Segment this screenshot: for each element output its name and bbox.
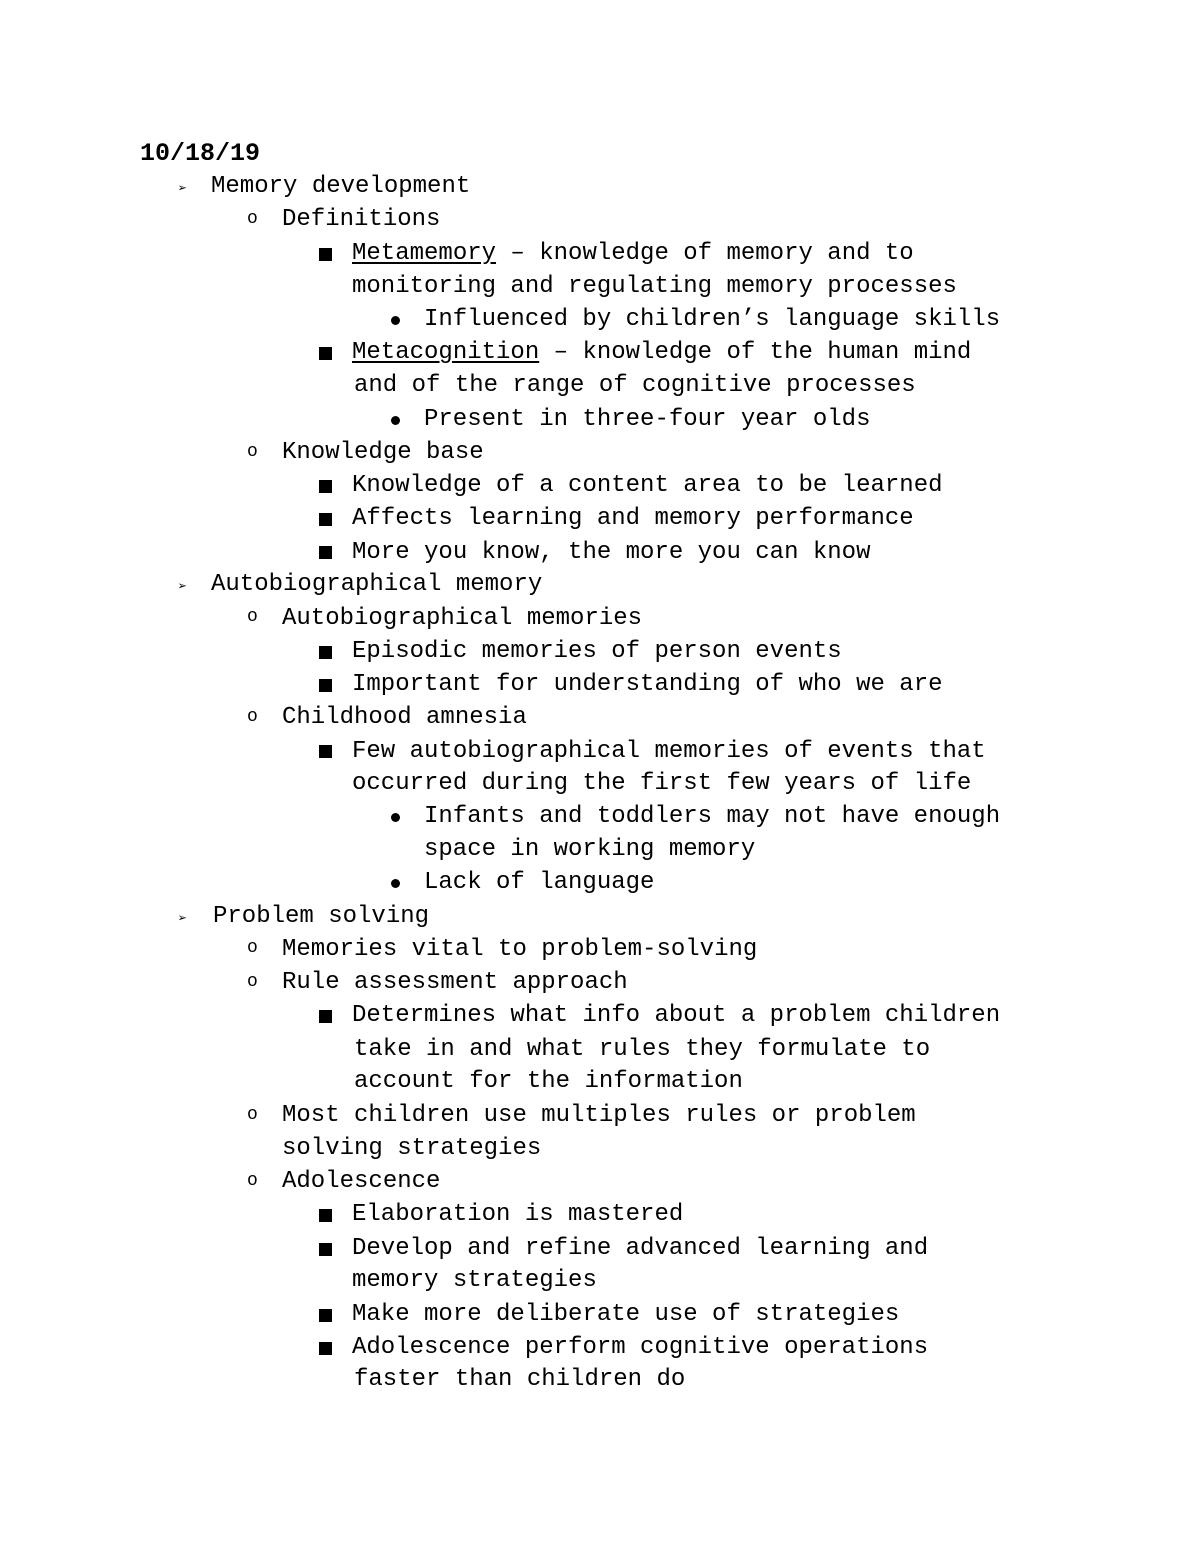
problem-solving-point: Most children use multiples rules or problem [282, 1102, 916, 1129]
item-metamemory [352, 239, 914, 269]
adolescence-item: Adolescence perform cognitive operations [352, 1334, 929, 1361]
circle-bullet-icon: o [247, 442, 258, 462]
adolescence-item: Make more deliberate use of strategies [352, 1301, 900, 1328]
circle-bullet-icon: o [247, 972, 258, 992]
circle-bullet-icon: o [247, 938, 258, 958]
square-bullet-icon [319, 248, 332, 261]
square-bullet-icon [319, 679, 332, 692]
metamemory-definition-cont: monitoring and regulating memory processes [352, 273, 957, 300]
section-heading-problem-solving: Problem solving [213, 903, 430, 930]
subheading-definitions: Definitions [282, 206, 441, 233]
square-bullet-icon [319, 1342, 332, 1355]
problem-solving-point-cont: solving strategies [282, 1135, 542, 1162]
problem-solving-point: Memories vital to problem-solving [282, 936, 758, 963]
subheading-adolescence: Adolescence [282, 1168, 441, 1195]
square-bullet-icon [319, 646, 332, 659]
dot-bullet-icon [391, 416, 400, 425]
note-date: 10/18/19 [140, 139, 261, 168]
subheading-childhood-amnesia: Childhood amnesia [282, 704, 527, 731]
dot-bullet-icon [391, 316, 400, 325]
arrow-bullet-icon: ➢ [178, 579, 188, 596]
childhood-amnesia-item-cont: occurred during the first few years of life [352, 770, 972, 797]
dot-bullet-icon [391, 879, 400, 888]
circle-bullet-icon: o [247, 1171, 258, 1191]
knowledge-base-item: Affects learning and memory performance [352, 505, 914, 532]
subheading-rule-assessment: Rule assessment approach [282, 969, 628, 996]
term-metacognition: Metacognition [352, 339, 540, 366]
circle-bullet-icon: o [247, 607, 258, 627]
autobiographical-item: Episodic memories of person events [352, 638, 842, 665]
term-metamemory: Metamemory [352, 240, 497, 267]
metamemory-detail: Influenced by children’s language skills [424, 306, 1001, 333]
rule-assessment-item-cont: account for the information [354, 1068, 743, 1095]
childhood-amnesia-reason-cont: space in working memory [424, 836, 756, 863]
adolescence-item-cont: memory strategies [352, 1267, 597, 1294]
rule-assessment-item-cont: take in and what rules they formulate to [354, 1036, 931, 1063]
section-heading-autobiographical-memory: Autobiographical memory [211, 571, 543, 598]
square-bullet-icon [319, 1209, 332, 1222]
arrow-bullet-icon: ➢ [178, 911, 188, 928]
metamemory-definition: – knowledge of memory and to [496, 240, 914, 267]
metacognition-definition: – knowledge of the human mind [539, 339, 972, 366]
adolescence-item-cont: faster than children do [354, 1366, 686, 1393]
childhood-amnesia-reason: Lack of language [424, 869, 655, 896]
circle-bullet-icon: o [247, 209, 258, 229]
knowledge-base-item: Knowledge of a content area to be learned [352, 472, 943, 499]
square-bullet-icon [319, 1010, 332, 1023]
childhood-amnesia-reason: Infants and toddlers may not have enough [424, 803, 1001, 830]
childhood-amnesia-item: Few autobiographical memories of events that [352, 738, 986, 765]
arrow-bullet-icon: ➢ [178, 181, 188, 198]
adolescence-item: Elaboration is mastered [352, 1201, 684, 1228]
dot-bullet-icon [391, 813, 400, 822]
square-bullet-icon [319, 480, 332, 493]
knowledge-base-item: More you know, the more you can know [352, 539, 871, 566]
square-bullet-icon [319, 546, 332, 559]
circle-bullet-icon: o [247, 707, 258, 727]
subheading-autobiographical-memories: Autobiographical memories [282, 605, 643, 632]
rule-assessment-item: Determines what info about a problem children [352, 1002, 1001, 1029]
metacognition-detail: Present in three-four year olds [424, 406, 871, 433]
item-metacognition [352, 338, 971, 368]
square-bullet-icon [319, 513, 332, 526]
square-bullet-icon [319, 745, 332, 758]
square-bullet-icon [319, 1243, 332, 1256]
circle-bullet-icon: o [247, 1105, 258, 1125]
subheading-knowledge-base: Knowledge base [282, 439, 484, 466]
square-bullet-icon [319, 347, 332, 360]
autobiographical-item: Important for understanding of who we are [352, 671, 943, 698]
section-heading-memory-development: Memory development [211, 173, 471, 200]
square-bullet-icon [319, 1309, 332, 1322]
metacognition-definition-cont: and of the range of cognitive processes [354, 372, 916, 399]
adolescence-item: Develop and refine advanced learning and [352, 1235, 929, 1262]
